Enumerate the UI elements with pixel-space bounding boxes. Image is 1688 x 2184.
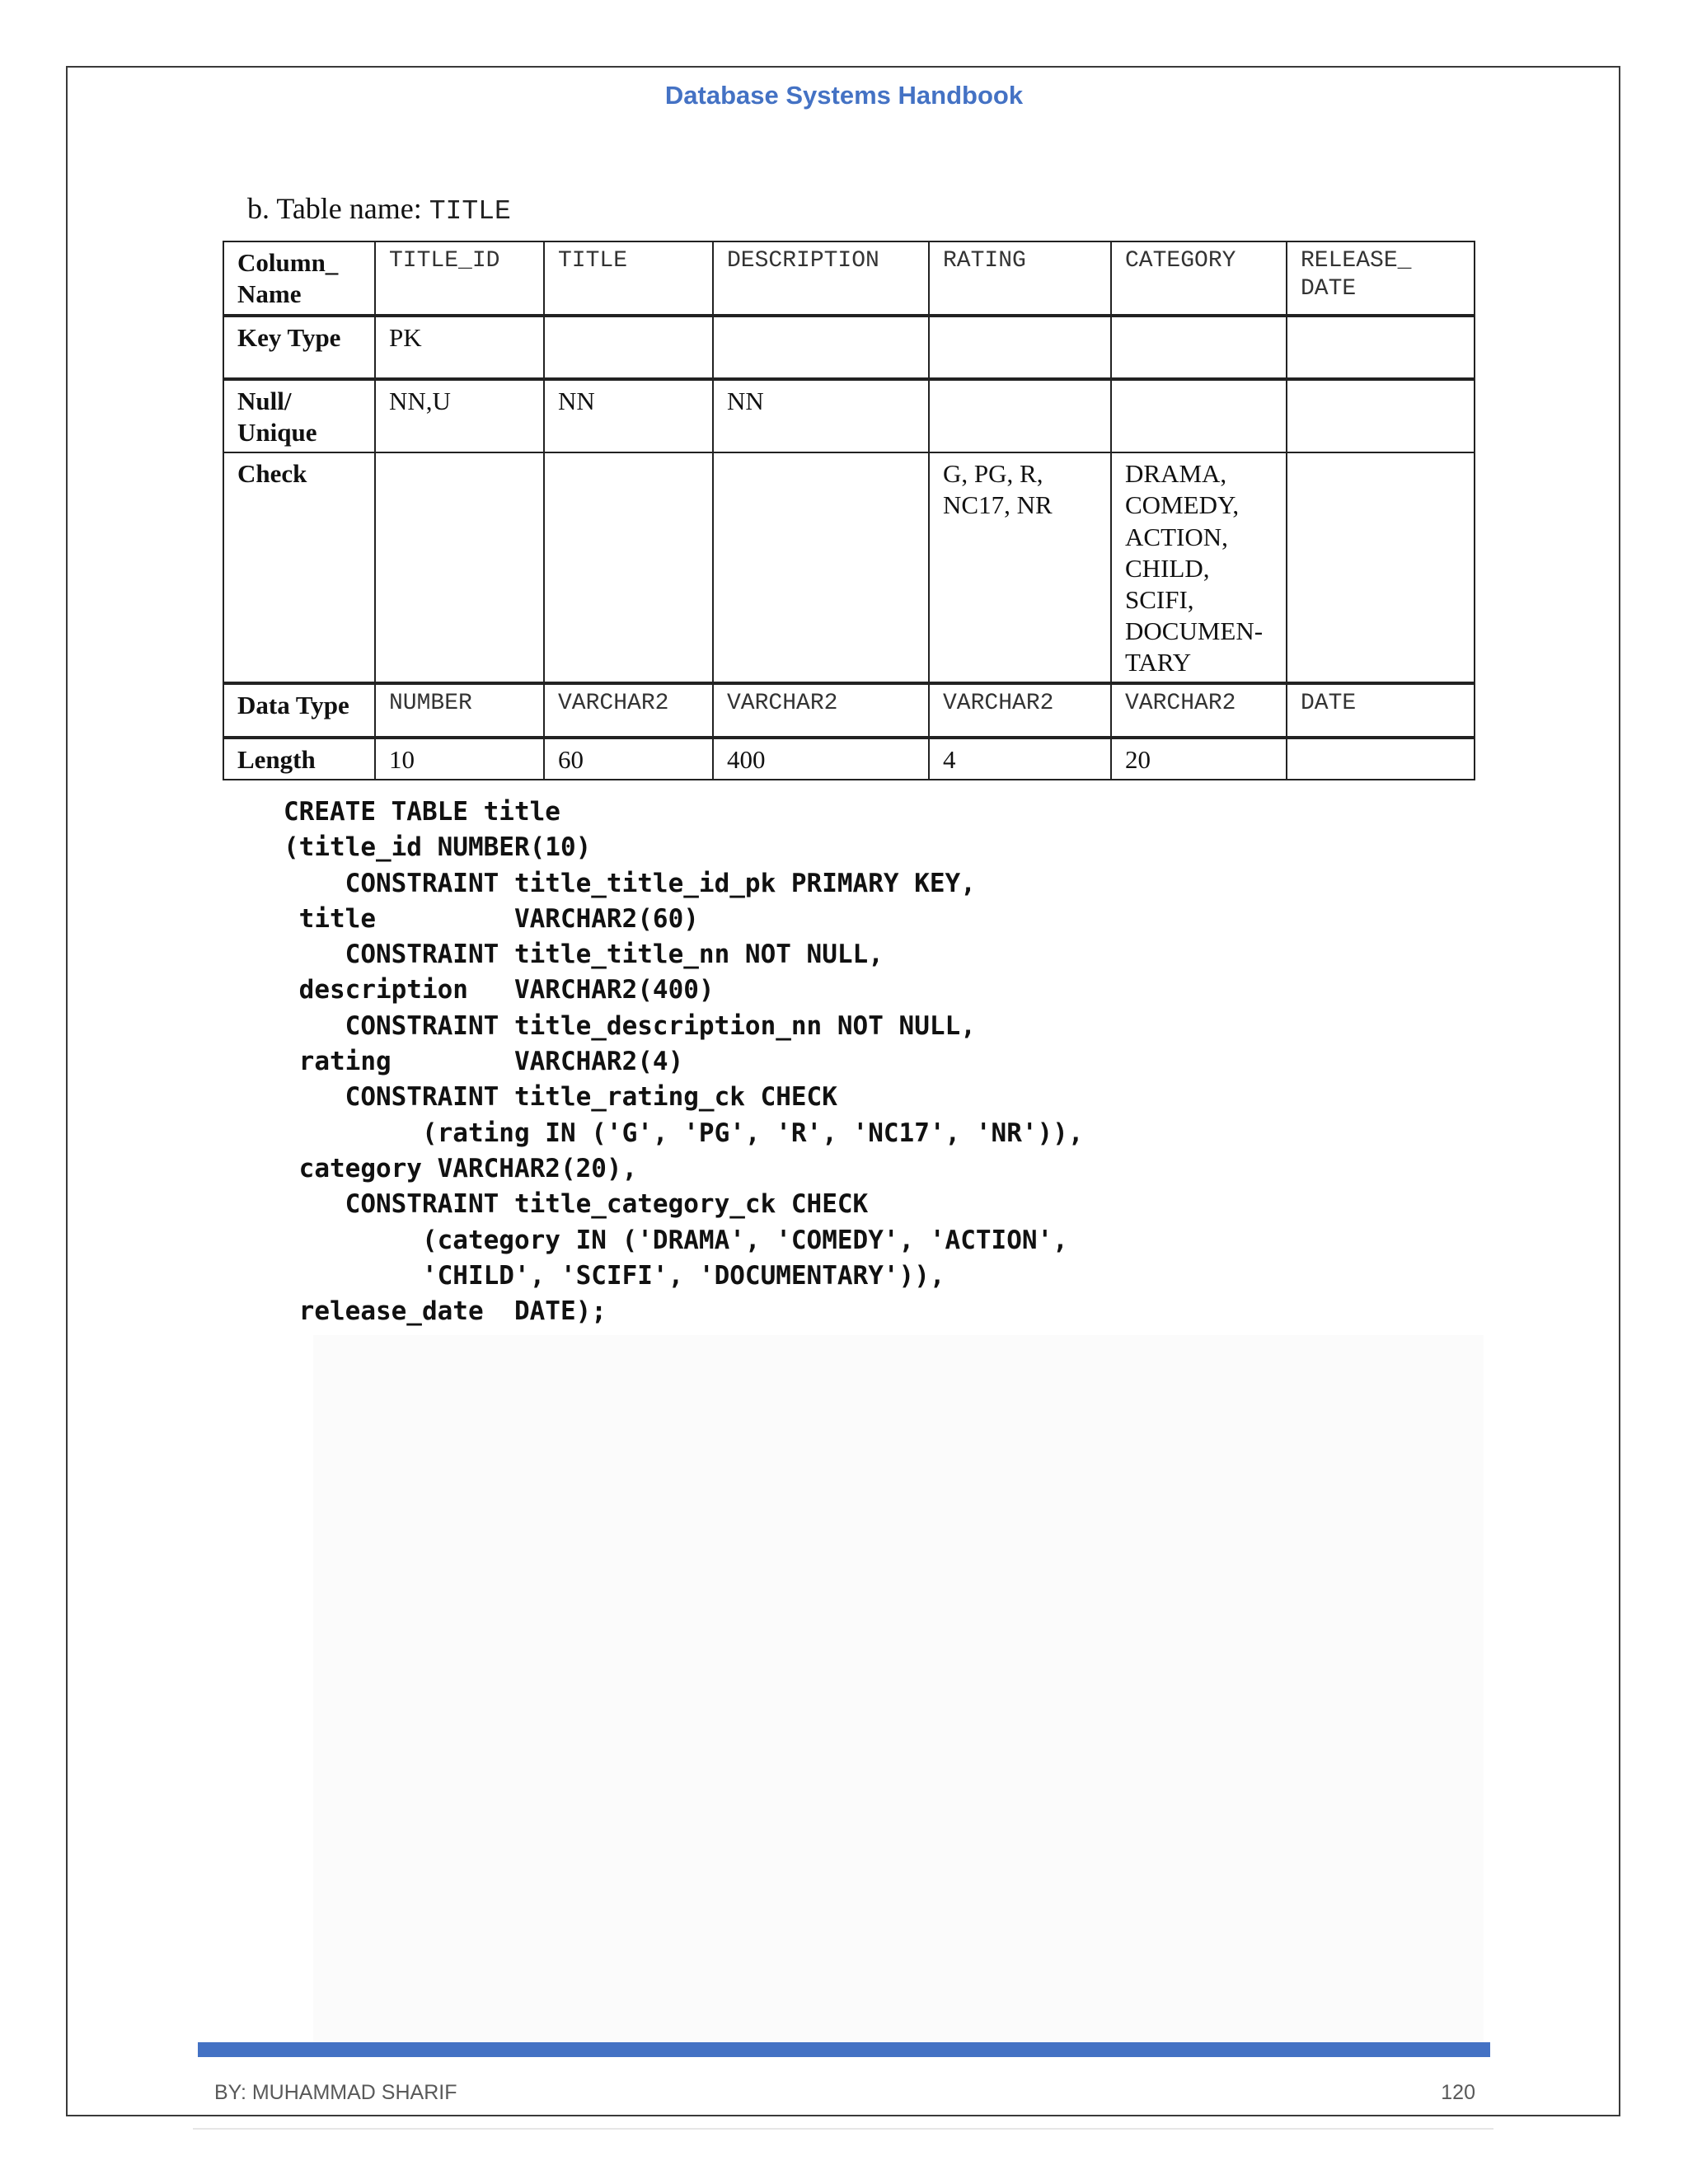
code-line: description VARCHAR2(400) [284,975,715,1005]
row-label-check: Check [223,452,375,683]
page-header-title: Database Systems Handbook [664,81,1024,110]
code-line: CONSTRAINT title_description_nn NOT NULL, [284,1010,976,1041]
cell-data-type: VARCHAR2 [713,683,929,738]
cell-null-unique: NN [713,379,929,452]
code-line: 'CHILD', 'SCIFI', 'DOCUMENTARY')), [284,1260,945,1291]
cell-null-unique: NN [544,379,713,452]
cell-length: 60 [544,738,713,780]
cell-column-name: RELEASE_ DATE [1287,241,1475,316]
cell-check: G, PG, R, NC17, NR [929,452,1111,683]
page-number: 120 [1441,2081,1475,2104]
cell-column-name: TITLE_ID [375,241,544,316]
row-label-key-type: Key Type [223,316,375,379]
cell-data-type: VARCHAR2 [1111,683,1287,738]
cell-check [1287,452,1475,683]
cell-column-name: TITLE [544,241,713,316]
cell-length: 20 [1111,738,1287,780]
cell-column-name: DESCRIPTION [713,241,929,316]
code-line: (title_id NUMBER(10) [284,832,592,863]
row-label-null-unique: Null/ Unique [223,379,375,452]
cell-data-type: NUMBER [375,683,544,738]
cell-length: 4 [929,738,1111,780]
row-label-column-name: Column_ Name [223,241,375,316]
bottom-divider [193,2128,1493,2130]
code-line: title VARCHAR2(60) [284,903,699,934]
code-line: category VARCHAR2(20), [284,1153,638,1183]
table-row-check [223,452,1475,683]
cell-length [1287,738,1475,780]
code-line: (rating IN ('G', 'PG', 'R', 'NC17', 'NR')), [284,1118,1084,1148]
code-line: release_date DATE); [284,1296,607,1327]
cell-column-name: RATING [929,241,1111,316]
row-label-length: Length [223,738,375,780]
table-caption-prefix: b. Table name: [247,192,429,225]
table-caption [247,191,511,227]
cell-key-type [1287,316,1475,379]
code-line: CONSTRAINT title_category_ck CHECK [284,1189,869,1220]
cell-key-type [1111,316,1287,379]
footer-author: BY: MUHAMMAD SHARIF [214,2081,457,2104]
cell-key-type: PK [375,316,544,379]
table-row-data-type [223,683,1475,738]
cell-check: DRAMA, COMEDY, ACTION, CHILD, SCIFI, DOCUMEN- TARY [1111,452,1287,683]
title-table-spec [223,241,1475,780]
sql-code-block [284,794,1084,1329]
code-line: CONSTRAINT title_title_id_pk PRIMARY KEY, [284,868,976,898]
cell-null-unique [1287,379,1475,452]
cell-null-unique [929,379,1111,452]
cell-check [544,452,713,683]
table-row-length [223,738,1475,780]
cell-key-type [929,316,1111,379]
code-line: CONSTRAINT title_title_nn NOT NULL, [284,940,884,970]
footer-accent-bar [198,2042,1490,2057]
cell-check [375,452,544,683]
cell-key-type [713,316,929,379]
cell-data-type: VARCHAR2 [544,683,713,738]
code-line: CREATE TABLE title [284,797,560,827]
scan-background [313,1335,1484,2044]
row-label-data-type: Data Type [223,683,375,738]
cell-data-type: VARCHAR2 [929,683,1111,738]
cell-key-type [544,316,713,379]
code-line: rating VARCHAR2(4) [284,1047,684,1077]
cell-check [713,452,929,683]
cell-length: 400 [713,738,929,780]
cell-column-name: CATEGORY [1111,241,1287,316]
table-row-null-unique [223,379,1475,452]
table-caption-name: TITLE [429,196,511,227]
table-row-key-type [223,316,1475,379]
code-line: CONSTRAINT title_rating_ck CHECK [284,1082,837,1113]
cell-null-unique: NN,U [375,379,544,452]
cell-data-type: DATE [1287,683,1475,738]
table-row-column-name [223,241,1475,316]
code-line: (category IN ('DRAMA', 'COMEDY', 'ACTION', [284,1225,1068,1255]
cell-null-unique [1111,379,1287,452]
cell-length: 10 [375,738,544,780]
